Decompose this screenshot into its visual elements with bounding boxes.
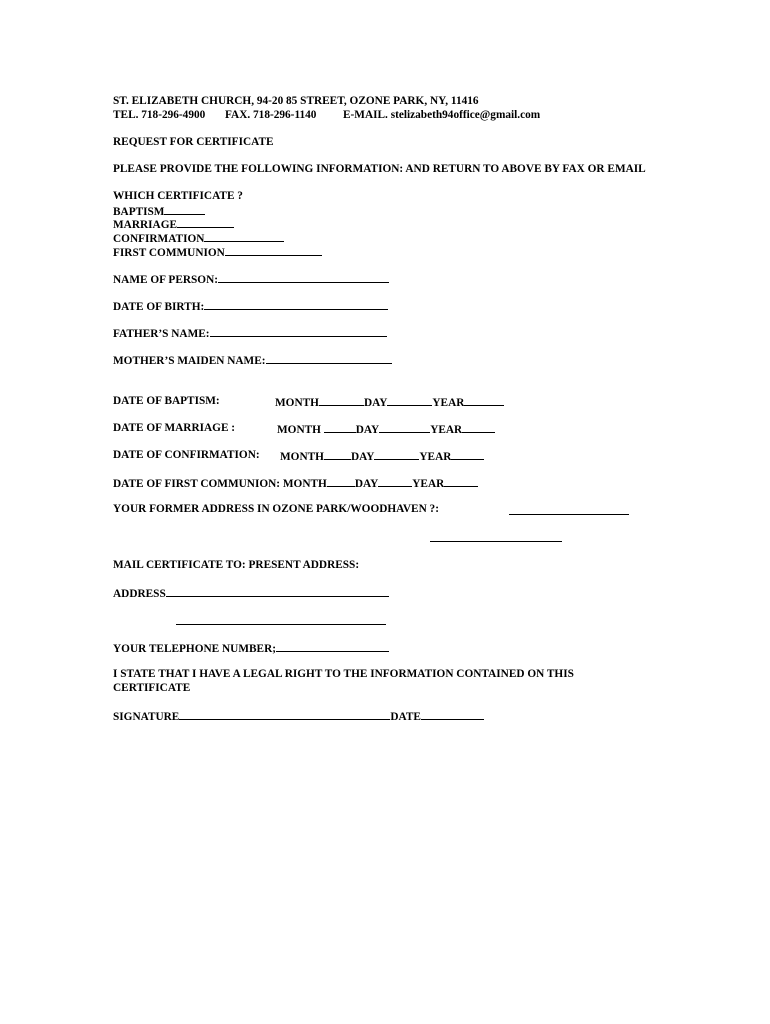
name-of-person-label: NAME OF PERSON: [113, 274, 219, 286]
baptism-blank[interactable] [164, 203, 205, 215]
church-email: E-MAIL. stelizabeth94office@gmail.com [343, 109, 541, 121]
confirmation-year-label: YEAR [419, 451, 452, 463]
option-first-communion[interactable] [113, 244, 322, 260]
confirmation-year-field[interactable] [451, 448, 484, 460]
address-field-1[interactable] [166, 585, 389, 597]
confirmation-blank[interactable] [204, 230, 284, 242]
church-fax: FAX. 718-296-1140 [225, 109, 317, 121]
baptism-year-field[interactable] [464, 394, 504, 406]
baptism-day-label: DAY [363, 397, 388, 409]
marriage-blank[interactable] [177, 216, 234, 228]
first-communion-date-label: DATE OF FIRST COMMUNION: MONTH [113, 478, 327, 490]
signature-date-field[interactable] [421, 708, 484, 720]
legal-statement-line-1: I STATE THAT I HAVE A LEGAL RIGHT TO THE INFORMATION CONTAINED ON THIS [113, 668, 574, 680]
option-marriage-label: MARRIAGE [113, 219, 178, 231]
mothers-maiden-name-row[interactable] [113, 352, 392, 368]
confirmation-day-label: DAY [350, 451, 375, 463]
option-confirmation-label: CONFIRMATION [113, 233, 205, 245]
baptism-day-field[interactable] [387, 394, 432, 406]
date-of-marriage-label: DATE OF MARRIAGE : [113, 422, 236, 434]
name-of-person-row[interactable] [113, 271, 389, 287]
first-communion-year-label: YEAR [412, 478, 445, 490]
signature-field[interactable] [179, 708, 390, 720]
marriage-month-label: MONTH [277, 424, 324, 436]
date-of-first-communion-row[interactable] [113, 475, 478, 491]
form-title: REQUEST FOR CERTIFICATE [113, 136, 274, 148]
date-of-baptism-fields[interactable] [275, 394, 504, 410]
mothers-maiden-name-label: MOTHER’S MAIDEN NAME: [113, 355, 266, 367]
date-label: DATE [390, 711, 421, 723]
marriage-year-label: YEAR [430, 424, 463, 436]
date-of-birth-field[interactable] [204, 298, 388, 310]
baptism-year-label: YEAR [432, 397, 465, 409]
first-communion-blank[interactable] [225, 244, 322, 256]
fathers-name-label: FATHER’S NAME: [113, 328, 210, 340]
confirmation-month-field[interactable] [324, 448, 351, 460]
date-of-confirmation-fields[interactable] [280, 448, 484, 464]
confirmation-month-label: MONTH [280, 451, 324, 463]
marriage-month-field[interactable] [324, 421, 356, 433]
fathers-name-row[interactable] [113, 325, 387, 341]
mothers-maiden-name-field[interactable] [266, 352, 392, 364]
first-communion-day-field[interactable] [378, 475, 412, 487]
first-communion-day-label: DAY [354, 478, 379, 490]
telephone-label: YOUR TELEPHONE NUMBER; [113, 643, 276, 655]
date-of-marriage-fields[interactable] [277, 421, 495, 437]
which-certificate-label: WHICH CERTIFICATE ? [113, 190, 243, 202]
first-communion-month-field[interactable] [327, 475, 355, 487]
church-address: ST. ELIZABETH CHURCH, 94-20 85 STREET, OZONE PARK, NY, 11416 [113, 95, 479, 107]
former-address-label: YOUR FORMER ADDRESS IN OZONE PARK/WOODHAVEN ?: [113, 503, 439, 515]
fathers-name-field[interactable] [210, 325, 387, 337]
telephone-row[interactable] [113, 640, 389, 656]
option-first-communion-label: FIRST COMMUNION [113, 247, 225, 259]
date-of-baptism-label: DATE OF BAPTISM: [113, 395, 220, 407]
date-of-birth-label: DATE OF BIRTH: [113, 301, 205, 313]
marriage-year-field[interactable] [462, 421, 495, 433]
address-row[interactable] [113, 585, 389, 601]
address-field-2[interactable] [176, 624, 386, 625]
legal-statement-line-2: CERTIFICATE [113, 682, 191, 694]
signature-label: SIGNATURE [113, 711, 180, 723]
date-of-confirmation-label: DATE OF CONFIRMATION: [113, 449, 260, 461]
telephone-field[interactable] [276, 640, 389, 652]
former-address-field-1[interactable] [509, 514, 629, 515]
marriage-day-field[interactable] [379, 421, 430, 433]
first-communion-year-field[interactable] [444, 475, 478, 487]
instructions: PLEASE PROVIDE THE FOLLOWING INFORMATION: AND RETURN TO ABOVE BY FAX OR EMAIL [113, 163, 646, 175]
mail-to-label: MAIL CERTIFICATE TO: PRESENT ADDRESS: [113, 559, 360, 571]
date-of-birth-row[interactable] [113, 298, 388, 314]
confirmation-day-field[interactable] [374, 448, 419, 460]
option-baptism-label: BAPTISM [113, 206, 165, 218]
marriage-day-label: DAY [355, 424, 380, 436]
church-tel: TEL. 718-296-4900 [113, 109, 206, 121]
name-of-person-field[interactable] [218, 271, 389, 283]
former-address-field-2[interactable] [430, 541, 562, 542]
signature-row[interactable] [113, 708, 484, 724]
baptism-month-label: MONTH [275, 397, 319, 409]
address-label: ADDRESS [113, 588, 166, 600]
baptism-month-field[interactable] [319, 394, 364, 406]
